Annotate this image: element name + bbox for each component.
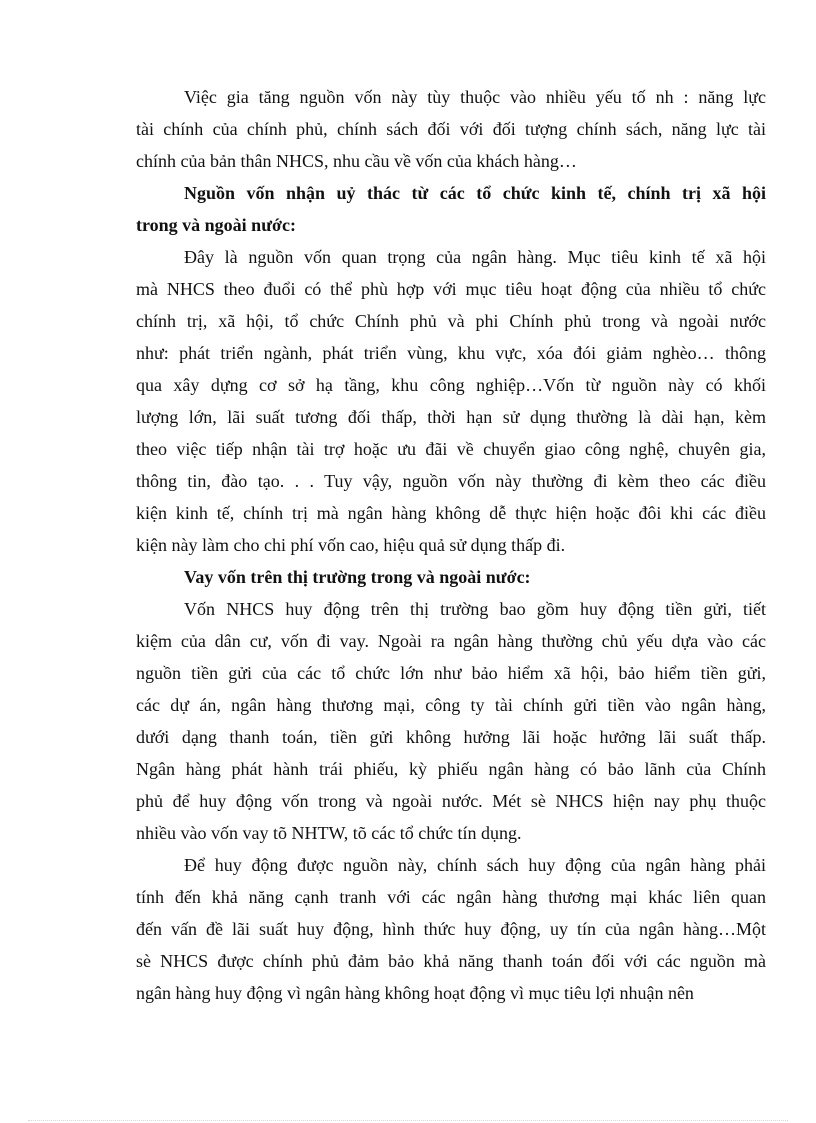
paragraph-line: như: phát triển ngành, phát triển vùng, khu vực, xóa đói giảm nghèo… thông [136,343,766,363]
paragraph-line: Đây là nguồn vốn quan trọng của ngân hàng. Mục tiêu kinh tế xã hội [184,247,766,267]
paragraph-line: Ngân hàng phát hành trái phiếu, kỳ phiếu ngân hàng có bảo lãnh của Chính [136,759,766,779]
paragraph-line: Vốn NHCS huy động trên thị trường bao gồm huy động tiền gửi, tiết [184,599,766,619]
section-heading: Nguồn vốn nhận uỷ thác từ các tổ chức kinh tế, chính trị xã hội [184,183,766,203]
paragraph-line: chính của bản thân NHCS, nhu cầu về vốn của khách hàng… [136,151,577,171]
paragraph-line: nhiều vào vốn vay tõ NHTW, tõ các tổ chức tín dụng. [136,823,522,843]
paragraph-line: thông tin, đào tạo. . . Tuy vậy, nguồn vốn này thường đi kèm theo các điều [136,471,766,491]
paragraph-line: sè NHCS được chính phủ đảm bảo khả năng thanh toán đối với các nguồn mà [136,951,766,971]
page-bottom-rule [28,1120,788,1121]
paragraph-line: kiệm của dân cư, vốn đi vay. Ngoài ra ngân hàng thường chủ yếu dựa vào các [136,631,766,651]
paragraph-line: qua xây dựng cơ sở hạ tầng, khu công nghiệp…Vốn từ nguồn này có khối [136,375,766,395]
paragraph-line: mà NHCS theo đuổi có thể phù hợp với mục tiêu hoạt động của nhiều tổ chức [136,279,766,299]
paragraph-line: kiện kinh tế, chính trị mà ngân hàng không dễ thực hiện hoặc đôi khi các điều [136,503,766,523]
paragraph-line: các dự án, ngân hàng thương mại, công ty tài chính gửi tiền vào ngân hàng, [136,695,766,715]
paragraph-line: phủ để huy động vốn trong và ngoài nước. Mét sè NHCS hiện nay phụ thuộc [136,791,766,811]
paragraph-line: dưới dạng thanh toán, tiền gửi không hưởng lãi hoặc hưởng lãi suất thấp. [136,727,766,747]
section-heading: trong và ngoài nước: [136,215,296,235]
paragraph-line: theo việc tiếp nhận tài trợ hoặc ưu đãi về chuyển giao công nghệ, chuyên gia, [136,439,766,459]
paragraph-line: đến vấn đề lãi suất huy động, hình thức huy động, uy tín của ngân hàng…Một [136,919,766,939]
paragraph-line: kiện này làm cho chi phí vốn cao, hiệu quả sử dụng thấp đi. [136,535,566,555]
paragraph-line: chính trị, xã hội, tổ chức Chính phủ và phi Chính phủ trong và ngoài nước [136,311,766,331]
paragraph-line: Việc gia tăng nguồn vốn này tùy thuộc vào nhiều yếu tố nh : năng lực [184,87,766,107]
paragraph-line: tài chính của chính phủ, chính sách đối với đối tượng chính sách, năng lực tài [136,119,766,139]
paragraph-line: tính đến khả năng cạnh tranh với các ngân hàng thương mại khác liên quan [136,887,766,907]
paragraph-line: lượng lớn, lãi suất tương đối thấp, thời hạn sử dụng thường là dài hạn, kèm [136,407,766,427]
paragraph-line: Để huy động được nguồn này, chính sách huy động của ngân hàng phải [184,855,766,875]
paragraph-line: nguồn tiền gửi của các tổ chức lớn như bảo hiểm xã hội, bảo hiểm tiền gửi, [136,663,766,683]
paragraph-line: ngân hàng huy động vì ngân hàng không hoạt động vì mục tiêu lợi nhuận nên [136,983,694,1003]
section-heading: Vay vốn trên thị trường trong và ngoài nước: [184,567,531,587]
